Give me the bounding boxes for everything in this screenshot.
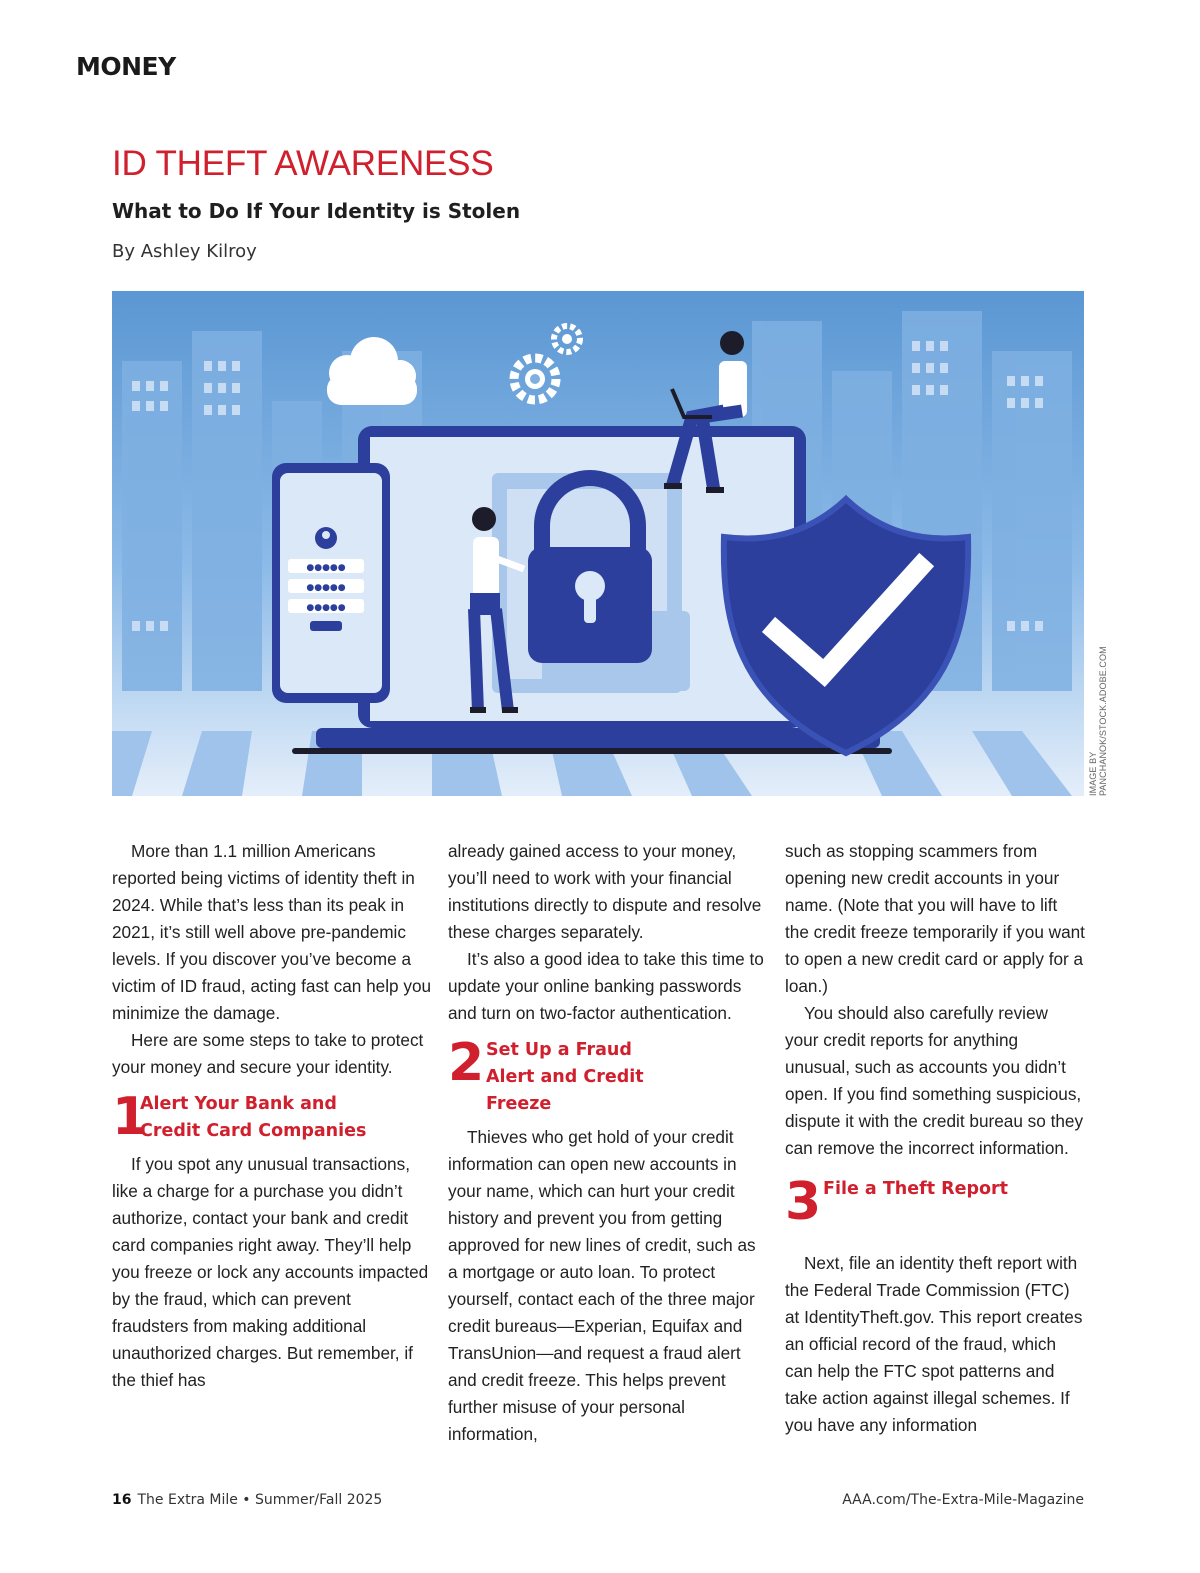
step-heading-1	[112, 1087, 432, 1147]
paragraph: More than 1.1 million Americans reported being victims of identity theft in 2024. While that’s less than its peak in 2021, it’s still well above pre-pandemic levels. If you discover you’ve become a victim of ID fraud, acting fast can help you minimize the damage.	[112, 841, 432, 1023]
footer-left	[112, 1492, 382, 1508]
text-column-2	[448, 838, 768, 1448]
password-dots: ●●●●●	[306, 563, 346, 573]
article-subtitle: What to Do If Your Identity is Stolen	[112, 199, 521, 223]
phone	[272, 463, 390, 703]
password-dots: ●●●●●	[306, 583, 346, 593]
magazine-issue: The Extra Mile • Summer/Fall 2025	[137, 1492, 383, 1508]
image-credit: IMAGE BY PANCHANOK/STOCK.ADOBE.COM	[1088, 646, 1108, 796]
step-title: Set Up a Fraud Alert and Credit Freeze	[486, 1040, 644, 1114]
password-dots: ●●●●●	[306, 603, 346, 613]
paragraph: If you spot any unusual transactions, like a charge for a purchase you didn’t authorize, contact your bank and credit card companies right away. They’ll help you freeze or lock any accounts impacted by the fraud, which can prevent fraudsters from making additional unauthorized charges. But remember, if the thief has	[112, 1154, 429, 1390]
step-number: 2	[448, 1033, 485, 1093]
step-number: 1	[112, 1087, 149, 1147]
step-heading-2	[448, 1033, 768, 1118]
byline: By Ashley Kilroy	[112, 241, 257, 262]
step-title: File a Theft Report	[823, 1179, 1009, 1199]
paragraph: already gained access to your money, you’ll need to work with your financial institutions directly to dispute and resolve these charges separately.	[448, 841, 762, 942]
paragraph: It’s also a good idea to take this time to update your online banking passwords and turn on two-factor authentication.	[448, 949, 764, 1023]
text-column-3	[785, 838, 1085, 1439]
step-heading-3	[785, 1172, 1085, 1232]
paragraph: Here are some steps to take to protect your money and secure your identity.	[112, 1030, 424, 1077]
paragraph: Next, file an identity theft report with the Federal Trade Commission (FTC) at IdentityTheft.gov. This report creates an official record of the fraud, which can help the FTC spot patterns and take action against illegal schemes. If you have any information	[785, 1253, 1083, 1435]
paragraph: You should also carefully review your credit reports for anything unusual, such as accounts you didn’t open. If you find something suspicious, dispute it with the credit bureau so they can remove the incorrect information.	[785, 1003, 1084, 1158]
article-title: ID THEFT AWARENESS	[112, 144, 494, 183]
section-label: MONEY	[76, 52, 176, 81]
step-title: Alert Your Bank and Credit Card Companies	[140, 1094, 367, 1141]
hero-illustration	[112, 291, 1084, 796]
paragraph: Thieves who get hold of your credit information can open new accounts in your name, which can hurt your credit history and prevent you from getting approved for new lines of credit, such as a mortgage or auto loan. To protect yourself, contact each of the three major credit bureaus—Experian, Equifax and TransUnion—and request a fraud alert and credit freeze. This helps prevent further misuse of your personal information,	[448, 1127, 756, 1444]
login-button-graphic	[310, 621, 342, 631]
paragraph: such as stopping scammers from opening new credit accounts in your name. (Note that you will have to lift the credit freeze temporarily if you want to open a new credit card or apply for a loan.)	[785, 841, 1085, 996]
step-number: 3	[785, 1172, 822, 1232]
page-number: 16	[112, 1492, 132, 1508]
magazine-url-link[interactable]: AAA.com/The-Extra-Mile-Magazine	[842, 1492, 1084, 1508]
text-column-1	[112, 838, 432, 1394]
